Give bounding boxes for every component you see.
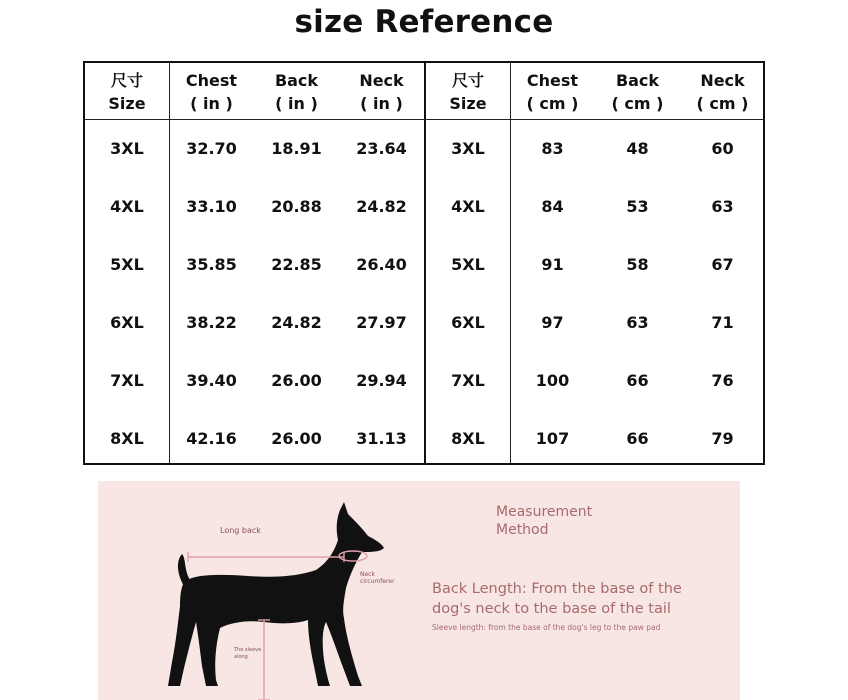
cell-chest: 91: [541, 255, 564, 274]
header-neck-in: [339, 69, 424, 117]
cell-size: 8XL: [110, 429, 144, 448]
header-size-cn: 尺寸: [451, 71, 484, 90]
header-neck-label: Neck: [700, 71, 745, 90]
size-table-inches: [85, 63, 424, 463]
cell-back: 63: [626, 313, 649, 332]
sleeve-length-text: Sleeve length: from the base of the dog's leg to the paw pad: [432, 623, 661, 632]
header-chest-unit: ( in ): [190, 94, 233, 113]
neck-label-1: Neck: [360, 571, 375, 578]
header-back-in: [254, 69, 339, 117]
header-size: [85, 69, 169, 117]
header-chest-unit: ( cm ): [526, 94, 579, 113]
back-length-line2: dog's neck to the base of the tail: [432, 601, 671, 617]
header-chest-label: Chest: [526, 71, 579, 90]
cell-neck: 79: [711, 429, 734, 448]
cell-chest: 32.70: [186, 139, 237, 158]
cell-back: 53: [626, 197, 649, 216]
cell-size: 6XL: [451, 313, 485, 332]
cell-neck: 27.97: [356, 313, 407, 332]
cell-chest: 42.16: [186, 429, 237, 448]
measurement-title: [496, 503, 592, 539]
cell-size: 5XL: [110, 255, 144, 274]
cell-neck: 24.82: [356, 197, 407, 216]
cell-back: 26.00: [271, 429, 322, 448]
header-chest-in: [169, 69, 254, 117]
sleeve-guide: [258, 620, 270, 700]
cell-size: 4XL: [110, 197, 144, 216]
header-size-en: Size: [449, 94, 487, 113]
cell-neck: 76: [711, 371, 734, 390]
cell-size: 3XL: [451, 139, 485, 158]
header-back-label: Back: [615, 71, 660, 90]
cell-neck: 29.94: [356, 371, 407, 390]
header-back-unit: ( cm ): [611, 94, 664, 113]
cell-size: 7XL: [110, 371, 144, 390]
header-size: [426, 69, 510, 117]
cell-back: 58: [626, 255, 649, 274]
dog-silhouette-icon: [168, 502, 384, 686]
sleeve-label-2: along: [234, 654, 248, 660]
cell-neck: 31.13: [356, 429, 407, 448]
cell-size: 5XL: [451, 255, 485, 274]
cell-back: 22.85: [271, 255, 322, 274]
header-back-cm: [595, 69, 680, 117]
cell-chest: 107: [535, 429, 570, 448]
long-back-label: Long back: [220, 526, 261, 535]
header-back-label: Back: [274, 71, 319, 90]
page-title: size Reference: [294, 4, 554, 40]
cell-neck: 63: [711, 197, 734, 216]
sleeve-label-1: The sleeve: [234, 647, 262, 653]
header-divider: [426, 119, 763, 120]
header-size-en: Size: [108, 94, 146, 113]
neck-label-2: circumferer: [360, 578, 395, 585]
cell-size: 6XL: [110, 313, 144, 332]
long-back-guide: [188, 552, 344, 562]
cell-chest: 84: [541, 197, 564, 216]
back-length-text: [432, 579, 732, 619]
cell-chest: 100: [535, 371, 570, 390]
header-size-cn: 尺寸: [110, 71, 143, 90]
back-length-line1: Back Length: From the base of the: [432, 581, 682, 597]
cell-neck: 23.64: [356, 139, 407, 158]
header-neck-unit: ( cm ): [696, 94, 749, 113]
cell-back: 66: [626, 371, 649, 390]
cell-back: 48: [626, 139, 649, 158]
cell-neck: 67: [711, 255, 734, 274]
cell-chest: 83: [541, 139, 564, 158]
cell-size: 7XL: [451, 371, 485, 390]
dog-diagram: [148, 496, 438, 700]
cell-neck: 60: [711, 139, 734, 158]
cell-chest: 33.10: [186, 197, 237, 216]
measurement-panel: [98, 481, 740, 700]
size-table: [83, 61, 765, 465]
cell-chest: 35.85: [186, 255, 237, 274]
cell-back: 26.00: [271, 371, 322, 390]
cell-chest: 39.40: [186, 371, 237, 390]
cell-back: 18.91: [271, 139, 322, 158]
cell-size: 4XL: [451, 197, 485, 216]
header-neck-cm: [680, 69, 765, 117]
header-neck-label: Neck: [359, 71, 404, 90]
measurement-title-line1: Measurement: [496, 504, 593, 520]
header-back-unit: ( in ): [275, 94, 318, 113]
cell-chest: 38.22: [186, 313, 237, 332]
cell-back: 66: [626, 429, 649, 448]
cell-size: 3XL: [110, 139, 144, 158]
header-divider: [85, 119, 424, 120]
cell-chest: 97: [541, 313, 564, 332]
header-neck-unit: ( in ): [360, 94, 403, 113]
header-chest-cm: [510, 69, 595, 117]
cell-back: 24.82: [271, 313, 322, 332]
cell-neck: 26.40: [356, 255, 407, 274]
cell-size: 8XL: [451, 429, 485, 448]
size-table-cm: [424, 63, 763, 463]
header-chest-label: Chest: [185, 71, 238, 90]
cell-neck: 71: [711, 313, 734, 332]
cell-back: 20.88: [271, 197, 322, 216]
measurement-title-line2: Method: [496, 522, 549, 538]
